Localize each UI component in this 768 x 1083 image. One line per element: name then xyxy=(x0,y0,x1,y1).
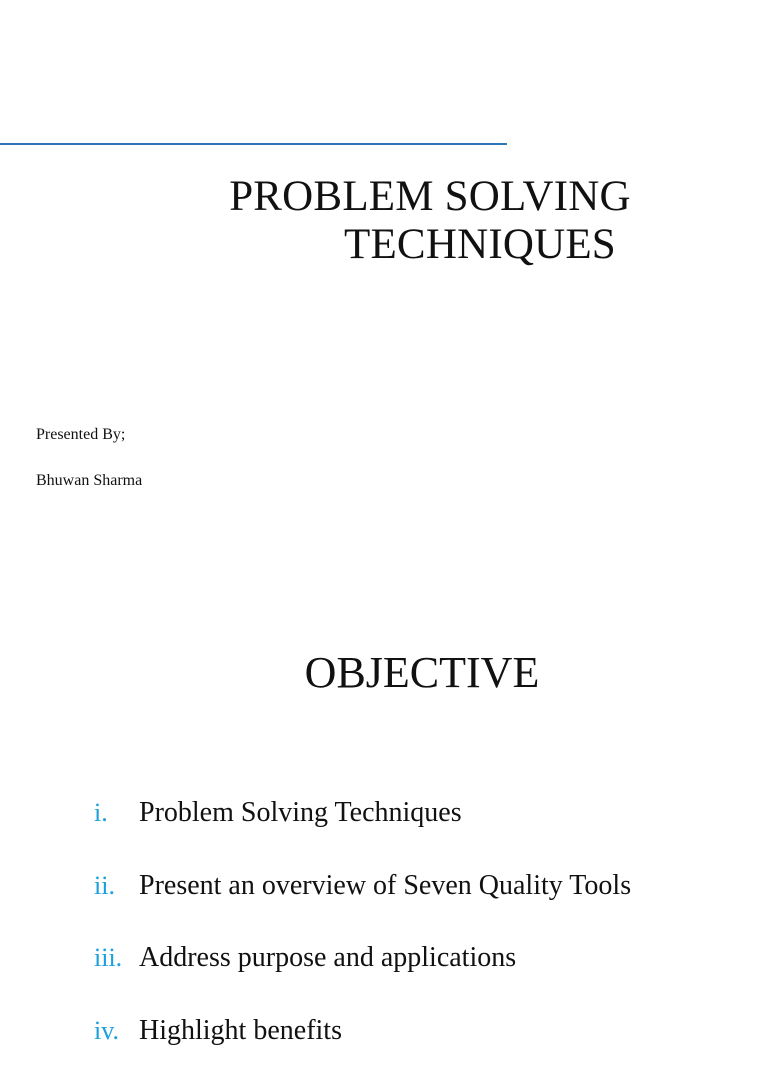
objective-text: Problem Solving Techniques xyxy=(139,797,462,828)
accent-rule xyxy=(0,143,507,145)
title-line-2: TECHNIQUES xyxy=(344,221,616,268)
objective-numeral: i. xyxy=(94,798,108,827)
objective-numeral: ii. xyxy=(94,870,115,900)
presented-by-label: Presented By; xyxy=(36,426,126,443)
objective-text: Highlight benefits xyxy=(139,1014,342,1046)
title-line-1: PROBLEM SOLVING xyxy=(229,173,631,220)
objective-numeral: iii. xyxy=(94,943,123,972)
cover-title xyxy=(190,173,670,269)
objective-numeral: iv. xyxy=(94,1015,120,1045)
objective-text: Address purpose and applications xyxy=(139,942,517,973)
objective-heading: OBJECTIVE xyxy=(304,648,540,697)
objective-text: Present an overview of Seven Quality Tools xyxy=(139,869,632,901)
presenter-name: Bhuwan Sharma xyxy=(36,472,143,489)
